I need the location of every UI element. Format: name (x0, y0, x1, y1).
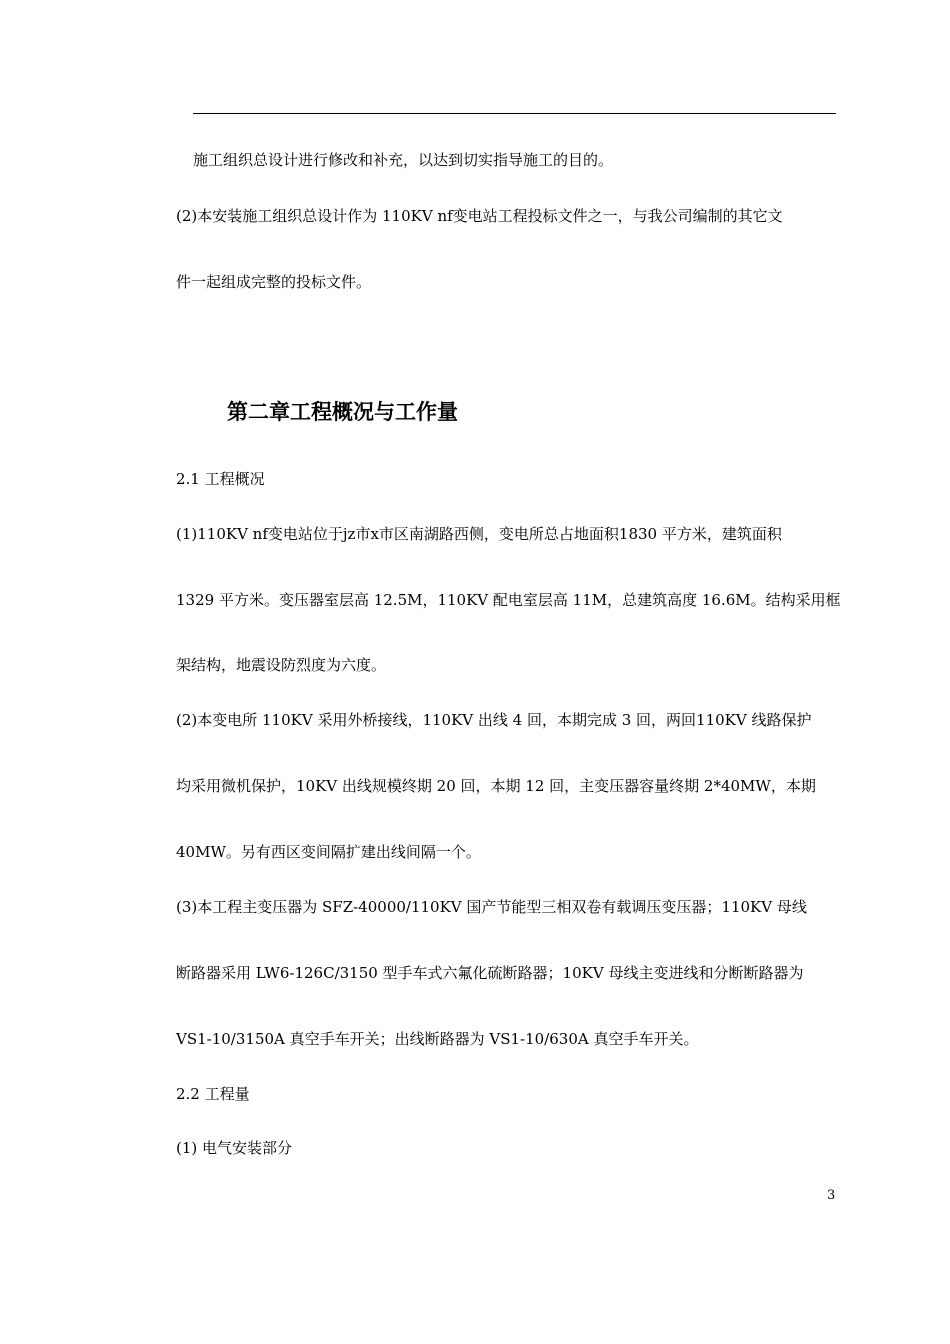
section-2-1-heading: 2.1 工程概况 (176, 470, 265, 488)
page-number: 3 (827, 1188, 836, 1203)
item-3-line-2: 断路器采用 LW6-126C/3150 型手车式六氟化硫断路器；10KV 母线主变进线和分断断路器为 (176, 964, 804, 982)
item-2-line-1: (2)本变电所 110KV 采用外桥接线，110KV 出线 4 回，本期完成 3 回，两回110KV 线路保护 (176, 711, 812, 729)
paragraph-2-line-1: (2)本安装施工组织总设计作为 110KV nf变电站工程投标文件之一，与我公司编制的其它文 (176, 207, 783, 225)
item-2-line-3: 40MW。另有西区变间隔扩建出线间隔一个。 (176, 843, 481, 861)
item-1-line-3: 架结构，地震设防烈度为六度。 (176, 656, 387, 674)
item-3-line-3: VS1-10/3150A 真空手车开关；出线断路器为 VS1-10/630A 真空手车开关。 (176, 1030, 699, 1048)
subsection-electrical: (1) 电气安装部分 (176, 1139, 293, 1157)
item-3-line-1: (3)本工程主变压器为 SFZ-40000/110KV 国产节能型三相双卷有载调压变压器；110KV 母线 (176, 898, 807, 916)
item-1-line-1: (1)110KV nf变电站位于jz市x市区南湖路西侧，变电所总占地面积1830 平方米，建筑面积 (176, 525, 782, 543)
paragraph-2-line-2: 件一起组成完整的投标文件。 (176, 273, 372, 291)
item-2-line-2: 均采用微机保护，10KV 出线规模终期 20 回，本期 12 回，主变压器容量终期 2*40MW，本期 (176, 777, 816, 795)
section-2-2-heading: 2.2 工程量 (176, 1085, 250, 1103)
paragraph-continuation: 施工组织总设计进行修改和补充，以达到切实指导施工的目的。 (193, 151, 614, 169)
header-rule (193, 113, 836, 114)
chapter-title: 第二章工程概况与工作量 (227, 400, 458, 424)
item-1-line-2: 1329 平方米。变压器室层高 12.5M，110KV 配电室层高 11M，总建筑高度 16.6M。结构采用框 (176, 591, 841, 609)
